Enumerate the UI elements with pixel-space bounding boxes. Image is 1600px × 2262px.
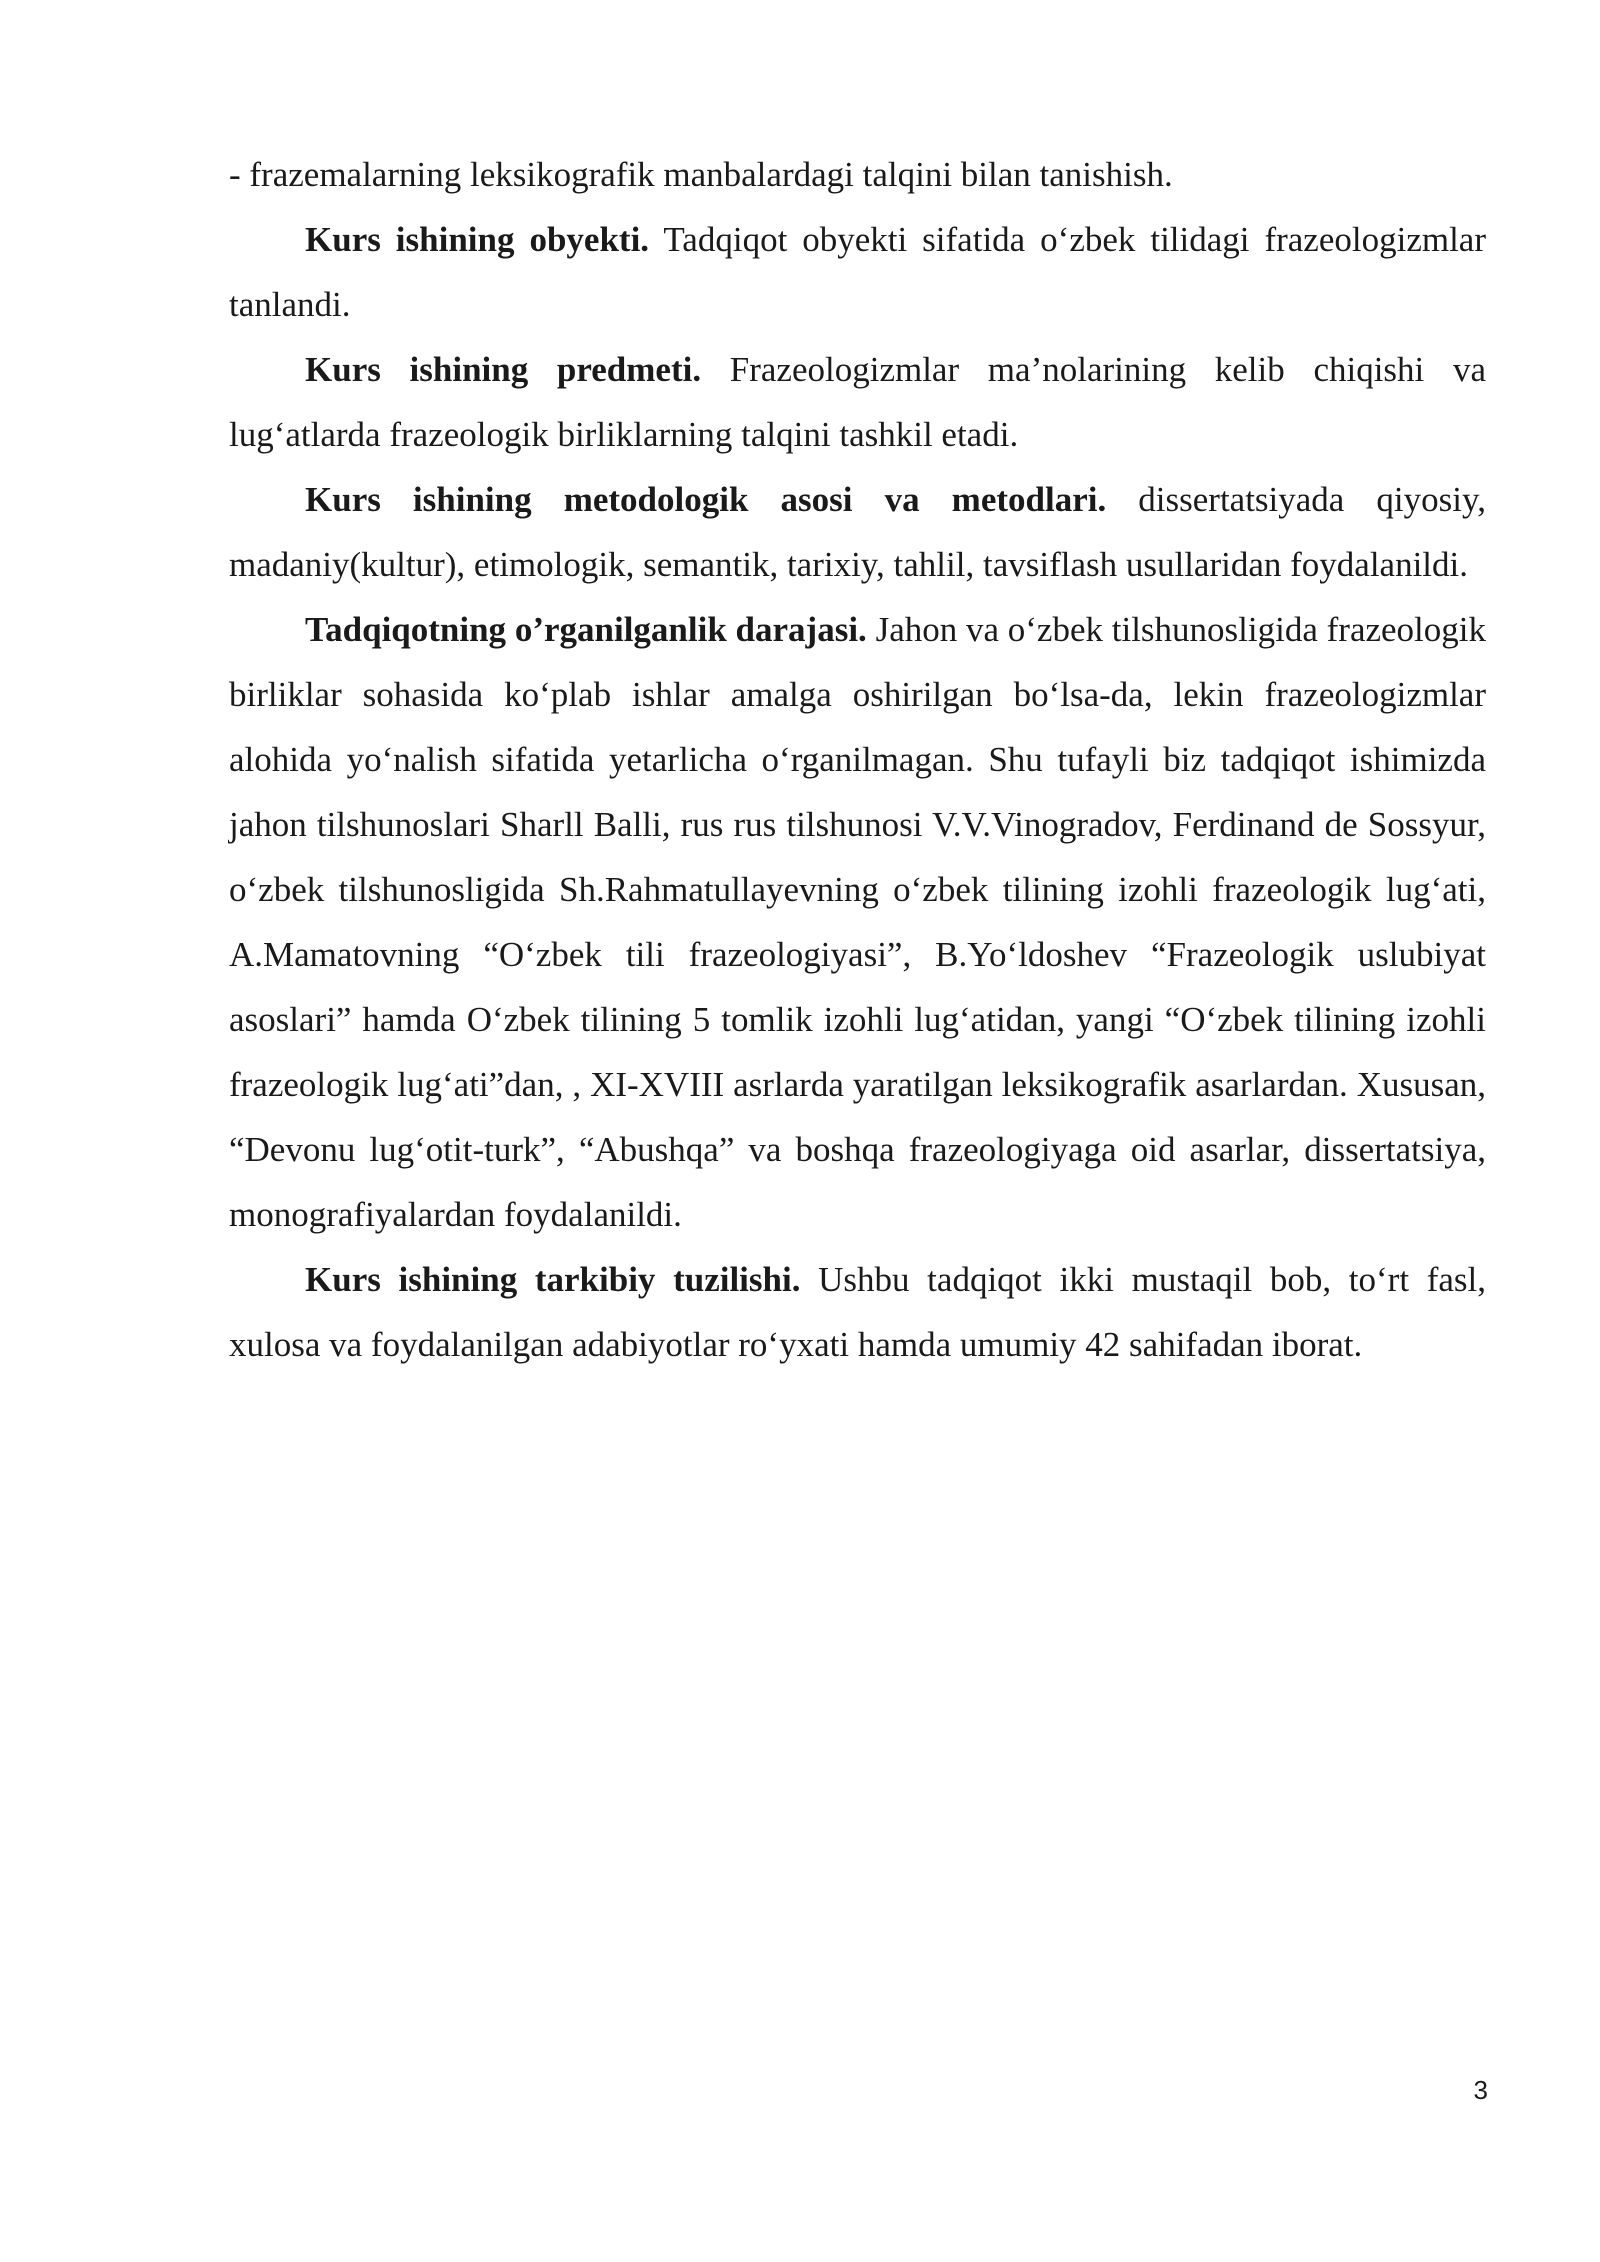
paragraph-object xyxy=(229,207,1486,337)
paragraph-research-degree xyxy=(229,597,1486,1247)
paragraph-heading: Kurs ishining predmeti. xyxy=(305,350,702,389)
paragraph-heading: Kurs ishining metodologik asosi va metodlari. xyxy=(305,480,1107,519)
paragraph-task-item xyxy=(229,142,1486,207)
paragraph-methodology xyxy=(229,467,1486,597)
paragraph-heading: Tadqiqotning o’rganilganlik darajasi. xyxy=(305,610,867,649)
paragraph-heading: Kurs ishining obyekti. xyxy=(305,220,650,259)
paragraph-text: Jahon va o‘zbek tilshunosligida frazeologik birliklar sohasida ko‘plab ishlar amalga oshirilgan bo‘lsa-da, lekin frazeologizmlar alohida yo‘nalish sifatida yetarlicha o‘rganilmagan. Shu tufayli biz tadqiqot ishimizda jahon tilshunoslari Sharll Balli, rus rus tilshunosi V.V.Vinogradov, Ferdinand de Sossyur, o‘zbek tilshunosligida Sh.Rahmatullayevning o‘zbek tilining izohli frazeologik lug‘ati, A.Mamatovning “O‘zbek tili frazeologiyasi”, B.Yo‘ldoshev “Frazeologik uslubiyat asoslari” hamda O‘zbek tilining 5 tomlik izohli lug‘atidan, yangi “O‘zbek tilining izohli frazeologik lug‘ati”dan, , XI-XVIII asrlarda yaratilgan leksikografik asarlardan. Xususan, “Devonu lug‘otit-turk”, “Abushqa” va boshqa frazeologiyaga oid asarlar, dissertatsiya, monografiyalardan foydalanildi. xyxy=(229,610,1486,1234)
paragraph-subject xyxy=(229,337,1486,467)
paragraph-text: Frazeologizmlar ma’nolarining kelib chiqishi va lug‘atlarda frazeologik birliklarning talqini tashkil etadi. xyxy=(229,350,1486,454)
paragraph-text: Ushbu tadqiqot ikki mustaqil bob, to‘rt fasl, xulosa va foydalanilgan adabiyotlar ro‘yxati hamda umumiy 42 sahifadan iborat. xyxy=(229,1260,1486,1364)
paragraph-text: - frazemalarning leksikografik manbalardagi talqini bilan tanishish. xyxy=(229,155,1173,194)
page-number: 3 xyxy=(1473,2075,1488,2105)
paragraph-text: Tadqiqot obyekti sifatida o‘zbek tilidagi frazeologizmlar tanlandi. xyxy=(229,220,1486,324)
paragraph-structure xyxy=(229,1247,1486,1377)
paragraph-heading: Kurs ishining tarkibiy tuzilishi. xyxy=(305,1260,801,1299)
paragraph-text: dissertatsiyada qiyosiy, madaniy(kultur), etimologik, semantik, tarixiy, tahlil, tavsiflash usullaridan foydalanildi. xyxy=(229,480,1486,584)
page-body xyxy=(229,142,1486,1377)
